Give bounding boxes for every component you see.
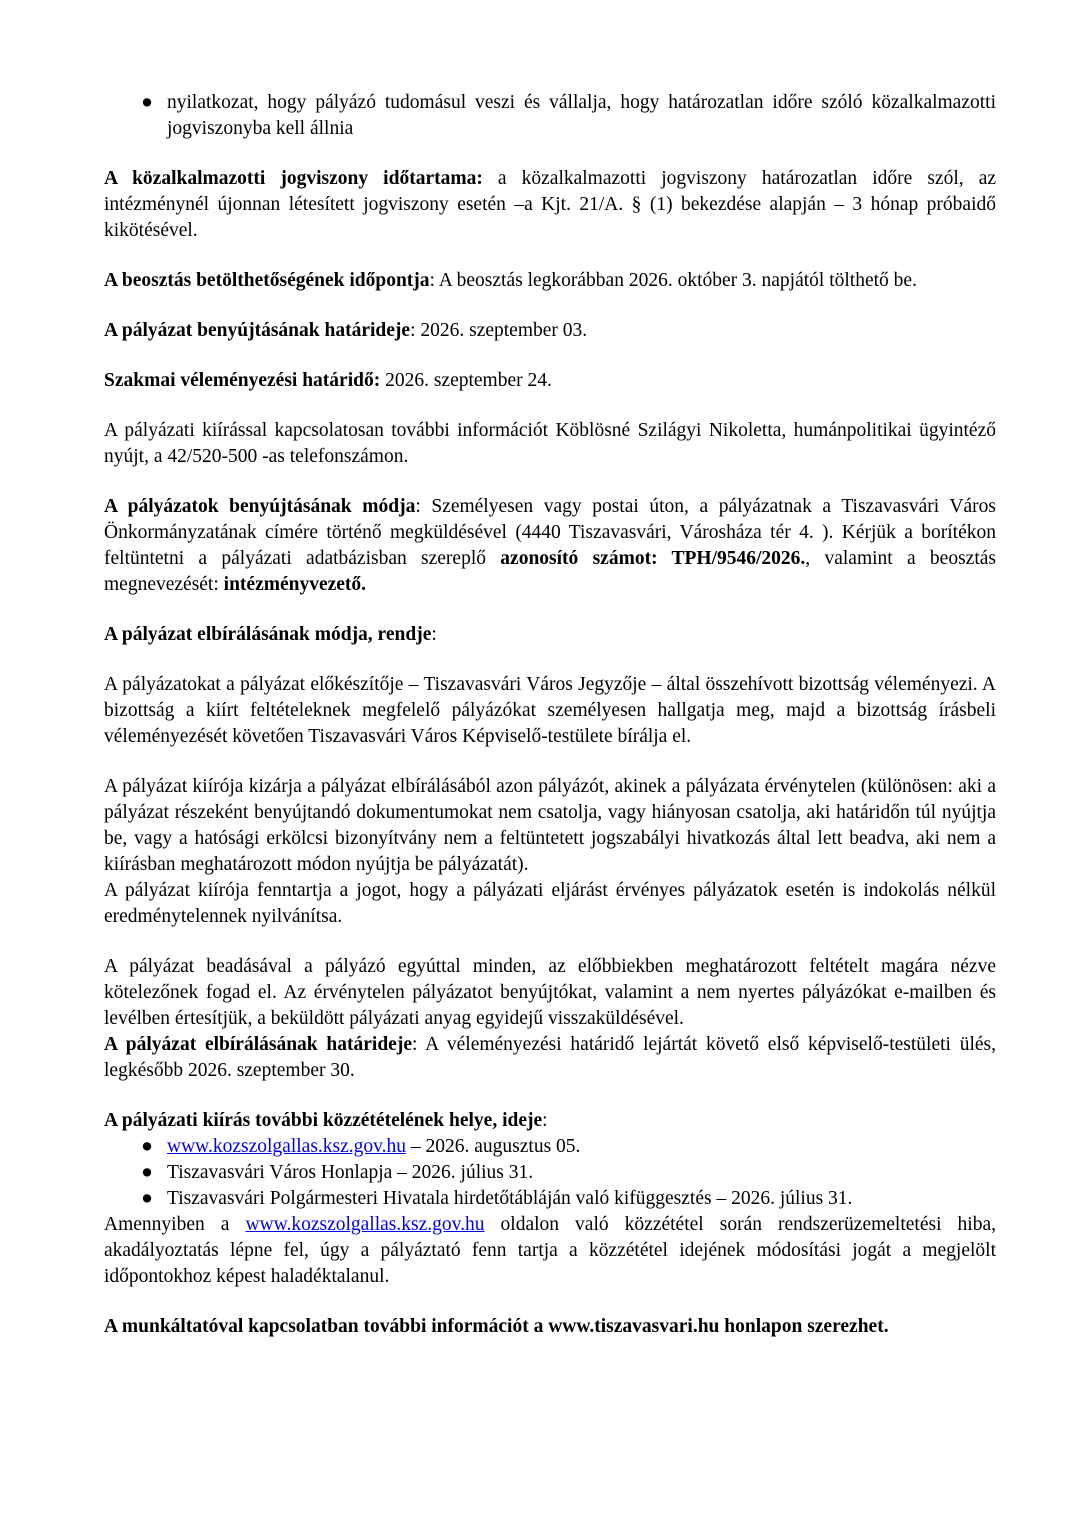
submission-method-text: : Személyesen vagy postai úton, a pályázatnak a Tiszavasvári Város Önkormányzatának címére történő megküldésével (4440 Tiszavasvári, Városháza tér 4. ). Kérjük a borítékon feltüntetni a pályázati adatbázisban szereplő: [104, 496, 996, 569]
start-date-text: : A beosztás legkorábban 2026. október 3. napjától tölthető be.: [429, 270, 917, 291]
publication-item-text: Tiszavasvári Város Honlapja – 2026. július 31.: [167, 1162, 534, 1183]
list-item: [104, 1134, 996, 1160]
publication-item-text: Tiszavasvári Polgármesteri Hivatala hirdetőtábláján való kifüggesztés – 2026. július 31.: [167, 1188, 853, 1209]
submission-deadline-paragraph: [104, 318, 996, 344]
evaluation-deadline-paragraph: [104, 1032, 996, 1084]
bullet-icon: ●: [141, 92, 153, 113]
bullet-icon: ●: [141, 1188, 153, 1209]
list-item: [104, 1160, 996, 1186]
submission-method-paragraph: [104, 494, 996, 598]
application-id: azonosító számot: TPH/9546/2026.: [500, 548, 806, 569]
kozszolgallas-link[interactable]: www.kozszolgallas.ksz.gov.hu: [167, 1136, 407, 1157]
publication-heading-label: A pályázati kiírás további közzétételének helye, ideje: [104, 1110, 543, 1131]
exclusion-paragraph: A pályázat kiírója kizárja a pályázat elbírálásából azon pályázót, akinek a pályázata érvénytelen (különösen: aki a pályázat részeként benyújtandó dokumentumokat nem csatolja, vagy hiányosan csatolja, aki határidőn túl nyújtja be, vagy a hatósági erkölcsi bizonyítvány nem a feltüntetett jogszabályi hivatkozás által lett beadva, aki nem a kiírásban meghatározott módon nyújtja be pályázatát).: [104, 776, 996, 875]
duration-text: a közalkalmazotti jogviszony határozatlan időre szól, az intézménynél újonnan létesített jogviszony esetén –a Kjt. 21/A. § (1) bekezdése alapján – 3 hónap próbaidő kikötésével.: [104, 168, 997, 241]
list-item: [104, 90, 996, 142]
duration-label: A közalkalmazotti jogviszony időtartama:: [104, 168, 483, 189]
submission-method-label: A pályázatok benyújtásának módja: [104, 496, 416, 517]
rights-paragraph: A pályázat kiírója fenntartja a jogot, hogy a pályázati eljárást érvényes pályázatok esetén is indokolás nélkül eredménytelennek nyilvánítsa.: [104, 880, 996, 927]
position-name: intézményvezető.: [223, 574, 367, 595]
requirement-text: nyilatkozat, hogy pályázó tudomásul veszi és vállalja, hogy határozatlan időre szóló közalkalmazotti jogviszonyba kell állnia: [167, 92, 996, 139]
evaluation-heading: [104, 622, 996, 648]
evaluation-heading-label: A pályázat elbírálásának módja, rendje: [104, 624, 432, 645]
review-deadline-label: Szakmai véleményezési határidő:: [104, 370, 381, 391]
publication-heading-colon: :: [542, 1110, 548, 1131]
bullet-icon: ●: [141, 1162, 153, 1183]
start-date-paragraph: [104, 268, 996, 294]
submission-method-text-2: , valamint a beosztás megnevezését:: [104, 548, 996, 595]
review-deadline-text: 2026. szeptember 24.: [380, 370, 552, 391]
evaluation-paragraph: A pályázatokat a pályázat előkészítője – Tiszavasvári Város Jegyzője – által összehívott bizottság véleményezi. A bizottság a kiírt feltételeknek megfelelő pályázókat személyesen hallgatja meg, majd a bizottság írásbeli véleményezését követően Tiszavasvári Város Képviselő-testülete bírálja el.: [104, 674, 996, 747]
publication-note-text: Amennyiben a: [104, 1214, 246, 1235]
publication-note-paragraph: [104, 1212, 996, 1290]
publication-note-text-2: oldalon való közzététel során rendszerüzemeltetési hiba, akadályoztatás lépne fel, úgy a pályáztató fenn tartja a közzététel idejének módosítási jogát a megjelölt időpontokhoz képest haladéktalanul.: [104, 1214, 996, 1287]
employer-info-note: A munkáltatóval kapcsolatban további információt a www.tiszavasvari.hu honlapon szerezhet.: [104, 1316, 889, 1337]
publication-list: [104, 1134, 996, 1212]
evaluation-deadline-text: : A véleményezési határidő lejártát követő első képviselő-testületi ülés, legkésőbb 2026. szeptember 30.: [104, 1034, 997, 1081]
bullet-icon: ●: [141, 1136, 153, 1157]
submission-deadline-label: A pályázat benyújtásának határideje: [104, 320, 411, 341]
evaluation-heading-colon: :: [431, 624, 437, 645]
review-deadline-paragraph: [104, 368, 996, 394]
start-date-label: A beosztás betölthetőségének időpontja: [104, 270, 430, 291]
publication-item-text: – 2026. augusztus 05.: [406, 1136, 581, 1157]
contact-info-paragraph: A pályázati kiírással kapcsolatosan további információt Köblösné Szilágyi Nikoletta, humánpolitikai ügyintéző nyújt, a 42/520-500 -as telefonszámon.: [104, 420, 996, 467]
document-body: [104, 90, 996, 1340]
duration-paragraph: [104, 166, 996, 244]
evaluation-deadline-label: A pályázat elbírálásának határideje: [104, 1034, 412, 1055]
kozszolgallas-link[interactable]: www.kozszolgallas.ksz.gov.hu: [245, 1214, 485, 1235]
list-item: [104, 1186, 996, 1212]
requirements-list: [104, 90, 996, 142]
publication-heading: [104, 1108, 996, 1134]
acceptance-paragraph: A pályázat beadásával a pályázó egyúttal minden, az előbbiekben meghatározott feltételt magára nézve kötelezőnek fogad el. Az érvénytelen pályázatot benyújtókat, valamint a nem nyertes pályázókat e-mailben és levélben értesítjük, a beküldött pályázati anyag egyidejű visszaküldésével.: [104, 956, 996, 1029]
submission-deadline-text: : 2026. szeptember 03.: [410, 320, 588, 341]
